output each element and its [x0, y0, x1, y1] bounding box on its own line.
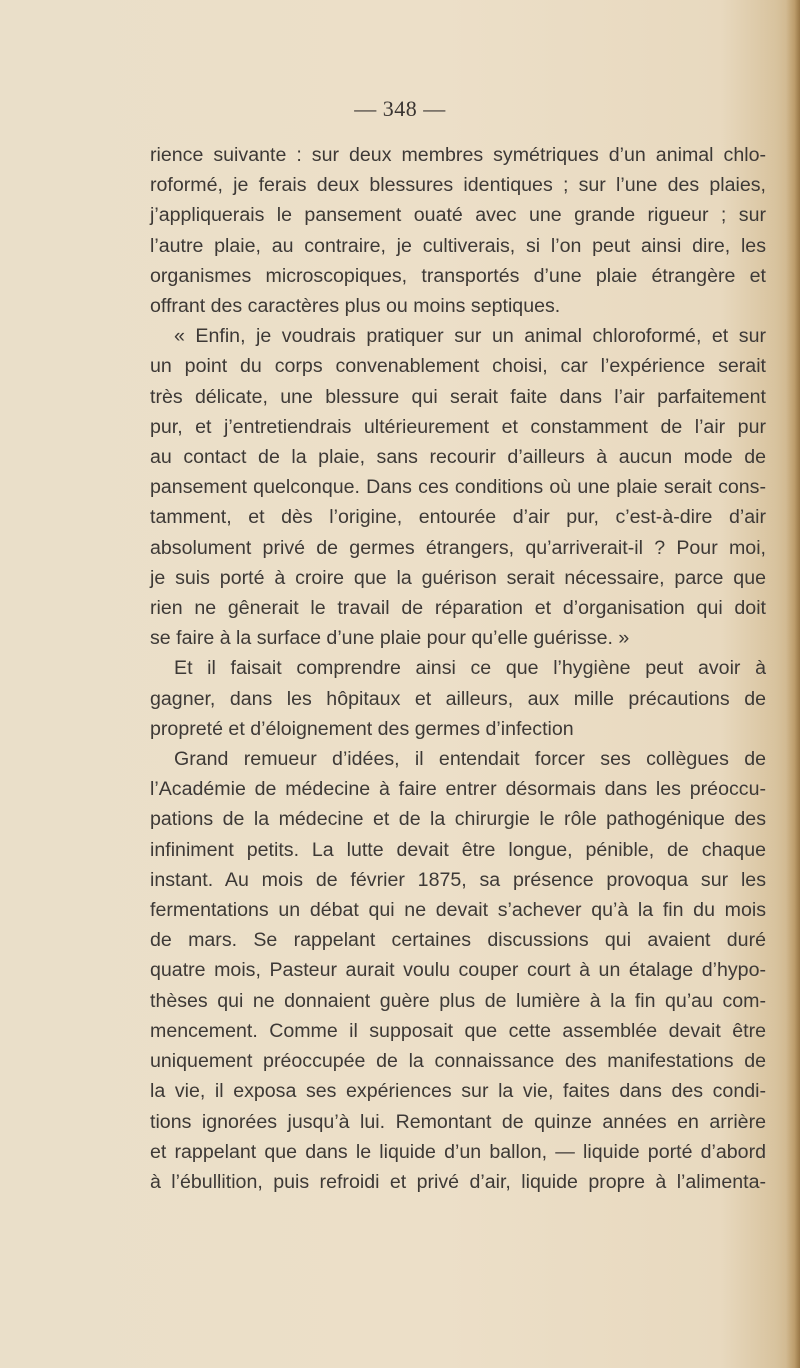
text-line: pations de la médecine et de la chirurgie le rôle pathogénique des	[150, 808, 766, 831]
text-line: Et il faisait comprendre ainsi ce que l’hygiène peut avoir à	[174, 657, 766, 680]
page-edge-shadow	[786, 0, 800, 1368]
page-number-header: — 348 —	[354, 96, 446, 121]
text-line: mencement. Comme il supposait que cette assemblée devait être	[150, 1019, 766, 1042]
text-line: organismes microscopiques, transportés d’une plaie étrangère et	[150, 264, 766, 287]
text-line: Grand remueur d’idées, il entendait forcer ses collègues de	[174, 748, 766, 771]
text-line: la vie, il exposa ses expériences sur la vie, faites dans des condi-	[150, 1080, 766, 1103]
text-line: infiniment petits. La lutte devait être longue, pénible, de chaque	[150, 838, 766, 861]
text-line: j’appliquerais le pansement ouaté avec une grande rigueur ; sur	[150, 204, 766, 227]
text-line: très délicate, une blessure qui serait faite dans l’air parfaitement	[150, 385, 766, 408]
text-line: à l’ébullition, puis refroidi et privé d’air, liquide propre à l’alimenta-	[150, 1170, 766, 1193]
text-line: quatre mois, Pasteur aurait voulu couper court à un étalage d’hypo-	[150, 959, 766, 982]
text-line: tamment, et dès l’origine, entourée d’air pur, c’est-à-dire d’air	[150, 506, 766, 529]
text-line: tions ignorées jusqu’à lui. Remontant de quinze années en arrière	[150, 1110, 766, 1133]
text-line: pur, et j’entretiendrais ultérieurement et constamment de l’air pur	[150, 415, 766, 438]
text-line: thèses qui ne donnaient guère plus de lumière à la fin qu’au com-	[150, 989, 766, 1012]
text-line: absolument privé de germes étrangers, qu’arriverait-il ? Pour moi,	[150, 536, 766, 559]
text-line: instant. Au mois de février 1875, sa présence provoqua sur les	[150, 868, 766, 891]
text-line: offrant des caractères plus ou moins septiques.	[150, 295, 561, 318]
text-line: rience suivante : sur deux membres symétriques d’un animal chlo-	[150, 144, 766, 166]
text-line: fermentations un débat qui ne devait s’achever qu’à la fin du mois	[150, 899, 766, 922]
text-line: pansement quelconque. Dans ces conditions où une plaie serait cons-	[150, 476, 766, 499]
text-line: se faire à la surface d’une plaie pour qu’elle guérisse. »	[150, 627, 630, 650]
text-line: « Enfin, je voudrais pratiquer sur un animal chloroformé, et sur	[174, 325, 766, 348]
text-line: l’Académie de médecine à faire entrer désormais dans les préoccu-	[150, 778, 766, 801]
text-line: l’autre plaie, au contraire, je cultiverais, si l’on peut ainsi dire, les	[150, 234, 766, 257]
body-text	[150, 140, 766, 1197]
text-line: au contact de la plaie, sans recourir d’ailleurs à aucun mode de	[150, 446, 766, 469]
text-line: et rappelant que dans le liquide d’un ballon, — liquide porté d’abord	[150, 1140, 766, 1163]
text-line: rien ne gênerait le travail de réparation et d’organisation qui doit	[150, 597, 766, 620]
text-line: de mars. Se rappelant certaines discussions qui avaient duré	[150, 929, 766, 952]
text-line: gagner, dans les hôpitaux et ailleurs, aux mille précautions de	[150, 687, 766, 710]
text-line: roformé, je ferais deux blessures identiques ; sur l’une des plaies,	[150, 174, 766, 197]
text-line: je suis porté à croire que la guérison serait nécessaire, parce que	[150, 566, 766, 589]
text-line: propreté et d’éloignement des germes d’infection	[150, 717, 574, 740]
text-line: uniquement préoccupée de la connaissance des manifestations de	[150, 1050, 766, 1073]
text-line: un point du corps convenablement choisi, car l’expérience serait	[150, 355, 766, 378]
